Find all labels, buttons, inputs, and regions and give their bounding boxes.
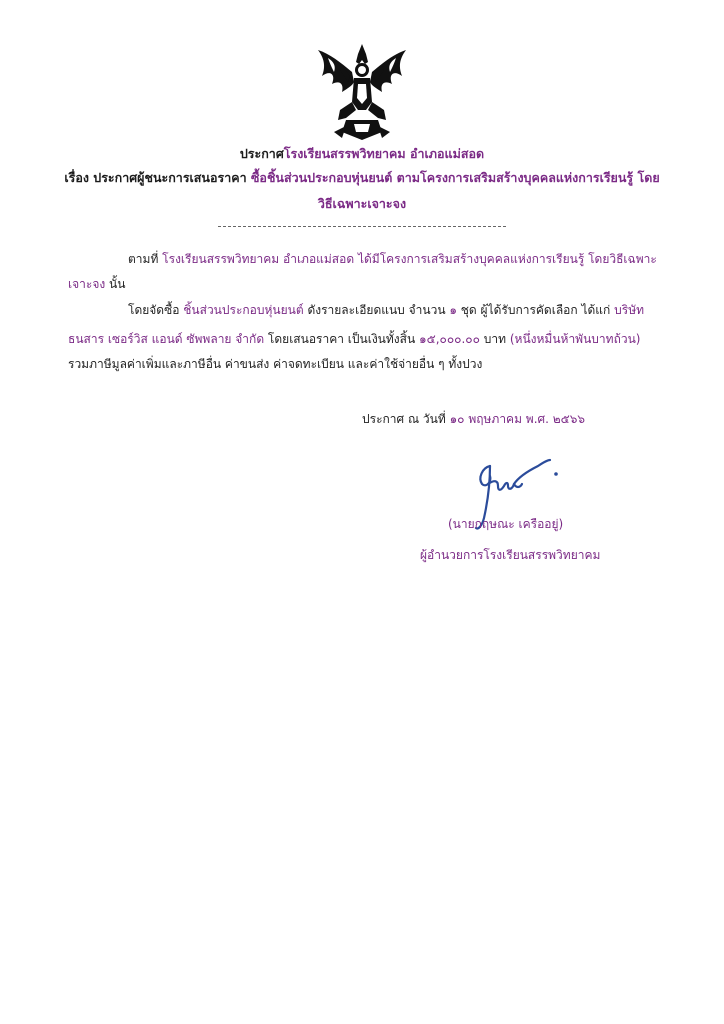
announcement-date-line <box>362 411 585 427</box>
heading-prefix: ประกาศ <box>239 146 284 161</box>
signer-name: (นายกฤษณะ เครืออยู่) <box>448 517 564 531</box>
p2-mid2: โดยเสนอราคา เป็นเงินทั้งสิ้น <box>264 332 419 346</box>
announcement-heading <box>40 146 684 162</box>
paragraph-1-line-1 <box>128 251 657 267</box>
paragraph-2-line-1 <box>128 302 644 318</box>
heading-org: โรงเรียนสรรพวิทยาคม อำเภอแม่สอด <box>283 146 485 161</box>
p2-qty: ๑ <box>449 303 457 317</box>
p2-baht: บาท <box>479 332 510 346</box>
garuda-emblem-icon <box>312 40 412 144</box>
subject-line <box>40 170 684 186</box>
p1-org: โรงเรียนสรรพวิทยาคม อำเภอแม่สอด <box>162 252 355 266</box>
announce-prefix: ประกาศ ณ วันที่ <box>362 412 450 426</box>
paragraph-1-line-2 <box>68 276 125 292</box>
p1-project: ได้มีโครงการเสริมสร้างบุคคลแห่งการเรียนรู้ โดยวิธีเฉพาะ <box>354 252 657 266</box>
p2-unit: ชุด ผู้ได้รับการคัดเลือก ได้แก่ <box>456 303 615 317</box>
p1-suffix: นั้น <box>105 277 126 291</box>
p2-company-b: ธนสาร เซอร์วิส แอนด์ ซัพพลาย จำกัด <box>68 332 265 346</box>
subject-text: ซื้อชิ้นส่วนประกอบหุ่นยนต์ ตามโครงการเสริมสร้างบุคคลแห่งการเรียนรู้ โดย <box>250 170 660 185</box>
subject-prefix: เรื่อง ประกาศผู้ชนะการเสนอราคา <box>64 170 251 185</box>
p2-mid: ดังรายละเอียดแนบ จำนวน <box>303 303 450 317</box>
subject-continuation: วิธีเฉพาะเจาะจง <box>317 196 407 211</box>
p2-prefix: โดยจัดซื้อ <box>128 303 184 317</box>
p1-prefix: ตามที่ <box>128 252 163 266</box>
announce-date: ๑๐ พฤษภาคม พ.ศ. ๒๕๖๖ <box>449 412 586 426</box>
p2-item: ชิ้นส่วนประกอบหุ่นยนต์ <box>183 303 304 317</box>
p2-company-a: บริษัท <box>614 303 645 317</box>
p2-amount-words: (หนึ่งหมื่นห้าพันบาทถ้วน) <box>509 332 641 346</box>
paragraph-2-line-2 <box>68 331 640 347</box>
paragraph-2-line-3: รวมภาษีมูลค่าเพิ่มและภาษีอื่น ค่าขนส่ง ค่าจดทะเบียน และค่าใช้จ่ายอื่น ๆ ทั้งปวง <box>68 357 483 371</box>
p2-amount: ๑๕,๐๐๐.๐๐ <box>419 332 480 346</box>
p1-method: เจาะจง <box>68 277 106 291</box>
signer-title: ผู้อำนวยการโรงเรียนสรรพวิทยาคม <box>420 548 601 562</box>
header-divider <box>218 226 506 227</box>
